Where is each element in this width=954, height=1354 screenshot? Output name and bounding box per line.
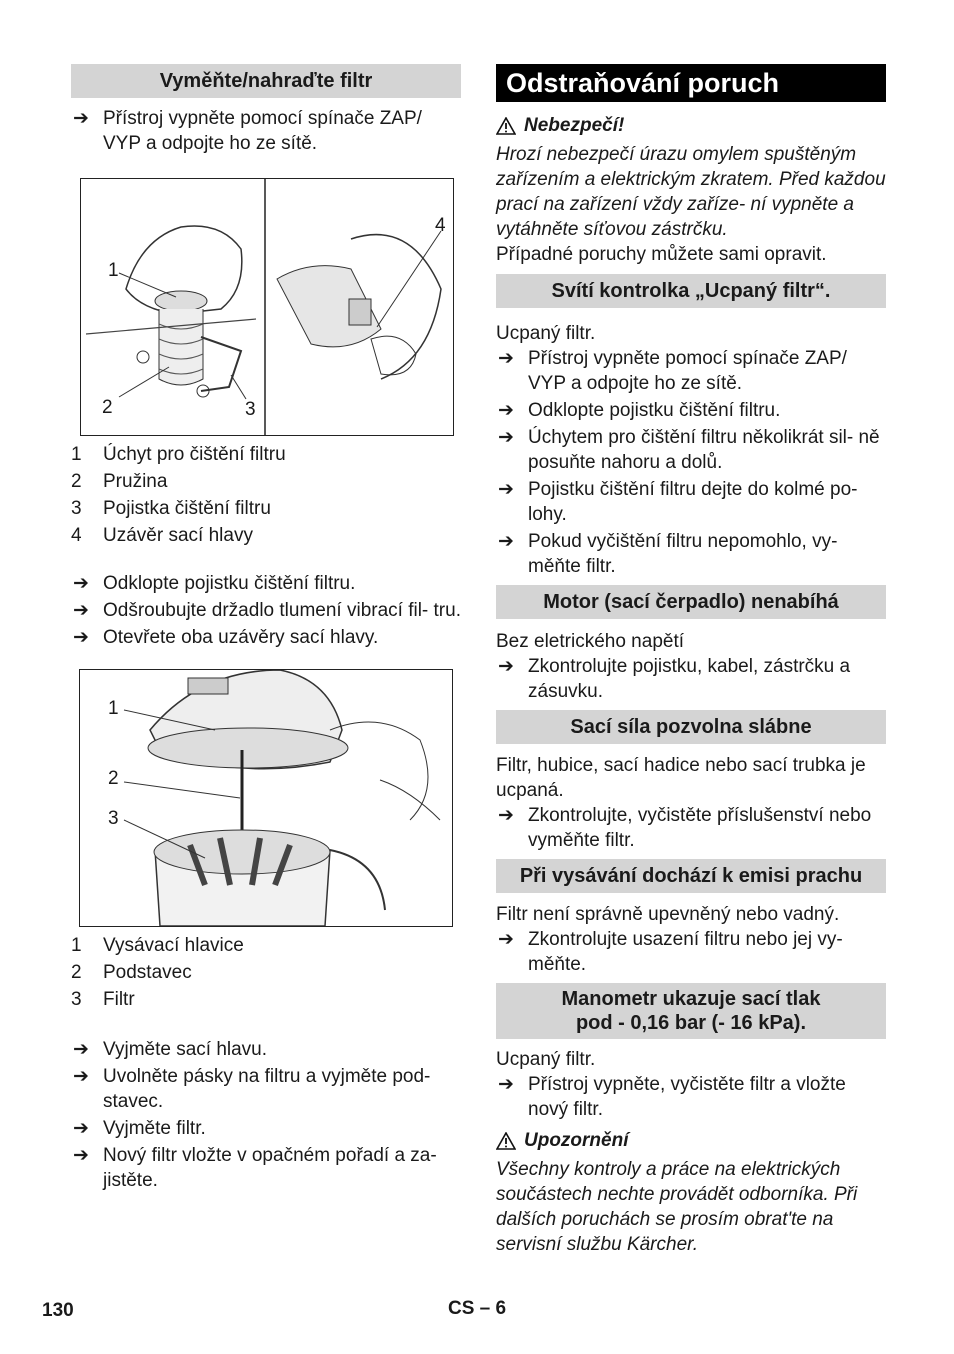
figure-callout: 2: [102, 397, 113, 418]
intro-steps: [71, 106, 461, 156]
arrow-right-icon: ➔: [498, 805, 514, 826]
arrow-right-icon: ➔: [498, 427, 514, 448]
trouble-section-manometer: [496, 983, 886, 1122]
cause-text: Bez eletrického napětí: [496, 631, 685, 652]
figure-filter-cleaning: [80, 178, 454, 436]
arrow-right-icon: ➔: [498, 348, 514, 369]
list-item: 2 Podstavec: [71, 962, 192, 983]
section-heading-replace-filter: Vyměňte/nahraďte filtr: [71, 64, 461, 98]
arrow-right-icon: ➔: [498, 400, 514, 421]
remedy-steps: [496, 346, 886, 579]
arrow-right-icon: ➔: [73, 1039, 89, 1060]
trouble-section-dust: [496, 859, 886, 977]
arrow-right-icon: ➔: [498, 1074, 514, 1095]
list-item: 2 Pružina: [71, 471, 168, 492]
intro-text: Případné poruchy můžete sami opravit.: [496, 244, 827, 265]
list-item: 3 Filtr: [71, 989, 135, 1010]
remedy-steps: [496, 927, 886, 977]
section-heading: Motor (sací čerpadlo) nenabíhá: [496, 585, 886, 619]
trouble-section-motor: [496, 585, 886, 704]
list-item: ➔ Pokud vyčištění filtru nepomohlo, vy- měňte filtr.: [498, 531, 838, 577]
figure-callout: 3: [108, 808, 119, 829]
remedy-steps: [496, 654, 886, 704]
list-item: ➔ Nový filtr vložte v opačném pořadí a za- jistěte.: [73, 1145, 437, 1191]
list-item: 1 Vysávací hlavice: [71, 935, 244, 956]
arrow-right-icon: ➔: [73, 627, 89, 648]
figure-suction-head: [79, 669, 453, 927]
list-item: ➔ Zkontrolujte usazení filtru nebo jej vy- měňte.: [498, 929, 843, 975]
legend-figure-1: [71, 442, 461, 548]
list-item: ➔ Zkontrolujte, vyčistěte příslušenství nebo vyměňte filtr.: [498, 805, 872, 851]
list-item: ➔ Přístroj vypněte, vyčistěte filtr a vložte nový filtr.: [498, 1074, 846, 1120]
warning-triangle-icon: [496, 117, 516, 135]
arrow-right-icon: ➔: [73, 1145, 89, 1166]
arrow-right-icon: ➔: [73, 1066, 89, 1087]
arrow-right-icon: ➔: [498, 531, 514, 552]
figure-callout: 1: [108, 260, 119, 281]
list-item: ➔ Úchytem pro čištění filtru několikrát sil- ně posuňte nahoru a dolů.: [498, 427, 880, 473]
remedy-steps: [496, 803, 886, 853]
figure-callout: 1: [108, 698, 119, 719]
list-item: ➔ Přístroj vypněte pomocí spínače ZAP/ VYP a odpojte ho ze sítě.: [73, 108, 422, 154]
list-item: ➔ Odklopte pojistku čištění filtru.: [498, 400, 781, 421]
list-item: ➔ Otevřete oba uzávěry sací hlavy.: [73, 627, 379, 648]
caution-notice: Upozornění: [496, 1128, 886, 1153]
right-column: [496, 64, 886, 1257]
list-item: ➔ Vyjměte sací hlavu.: [73, 1039, 268, 1060]
trouble-section-suction: [496, 710, 886, 853]
removal-steps-2: [71, 1037, 461, 1193]
legend-figure-2: [71, 933, 461, 1012]
figure-callout: 3: [245, 399, 256, 420]
arrow-right-icon: ➔: [73, 1118, 89, 1139]
arrow-right-icon: ➔: [73, 108, 89, 129]
danger-text: Hrozí nebezpečí úrazu omylem spuštěným zařízením a elektrickým zkratem. Před každou prací na zařízení vždy zaříze- ní vypněte a vytáhněte síťovou zástrčku.: [496, 144, 886, 240]
cause-text: Ucpaný filtr.: [496, 323, 596, 344]
arrow-right-icon: ➔: [498, 656, 514, 677]
arrow-right-icon: ➔: [498, 929, 514, 950]
filter-cleaning-illustration: [81, 179, 453, 435]
section-heading: Sací síla pozvolna slábne: [496, 710, 886, 744]
suction-head-illustration: [80, 670, 452, 926]
list-item: 4 Uzávěr sací hlavy: [71, 525, 253, 546]
remedy-steps: [496, 1072, 886, 1122]
list-item: ➔ Odklopte pojistku čištění filtru.: [73, 573, 356, 594]
list-item: ➔ Vyjměte filtr.: [73, 1118, 206, 1139]
figure-callout: 4: [435, 215, 446, 236]
page-number: 130: [42, 1300, 74, 1321]
list-item: 1 Úchyt pro čištění filtru: [71, 444, 286, 465]
cause-text: Filtr není správně upevněný nebo vadný.: [496, 904, 840, 925]
list-item: 3 Pojistka čištění filtru: [71, 498, 271, 519]
left-column: [71, 64, 461, 1195]
list-item: ➔ Uvolněte pásky na filtru a vyjměte pod- stavec.: [73, 1066, 431, 1112]
section-heading: Svítí kontrolka „Ucpaný filtr“.: [496, 274, 886, 308]
section-heading: Manometr ukazuje sací tlak pod - 0,16 bar (- 16 kPa).: [496, 983, 886, 1039]
cause-text: Ucpaný filtr.: [496, 1049, 596, 1070]
warning-triangle-icon: [496, 1132, 516, 1150]
arrow-right-icon: ➔: [73, 573, 89, 594]
list-item: ➔ Pojistku čištění filtru dejte do kolmé po- lohy.: [498, 479, 858, 525]
page-title: Odstraňování poruch: [496, 64, 886, 102]
cause-text: Filtr, hubice, sací hadice nebo sací trubka je ucpaná.: [496, 755, 866, 801]
trouble-section-filter-lamp: [496, 274, 886, 579]
list-item: ➔ Odšroubujte držadlo tlumení vibrací fil- tru.: [73, 600, 461, 621]
language-page-label: CS – 6: [448, 1298, 507, 1319]
figure-callout: 2: [108, 768, 119, 789]
list-item: ➔ Zkontrolujte pojistku, kabel, zástrčku a zásuvku.: [498, 656, 851, 702]
danger-notice: Nebezpečí!: [496, 113, 886, 138]
arrow-right-icon: ➔: [498, 479, 514, 500]
caution-text: Všechny kontroly a práce na elektrických součástech nechte provádět odborníka. Při dalších poruchách se prosím obrat'te na servisní službu Kärcher.: [496, 1159, 858, 1255]
removal-steps-1: [71, 571, 461, 650]
arrow-right-icon: ➔: [73, 600, 89, 621]
list-item: ➔ Přístroj vypněte pomocí spínače ZAP/ VYP a odpojte ho ze sítě.: [498, 348, 847, 394]
section-heading: Při vysávání dochází k emisi prachu: [496, 859, 886, 893]
